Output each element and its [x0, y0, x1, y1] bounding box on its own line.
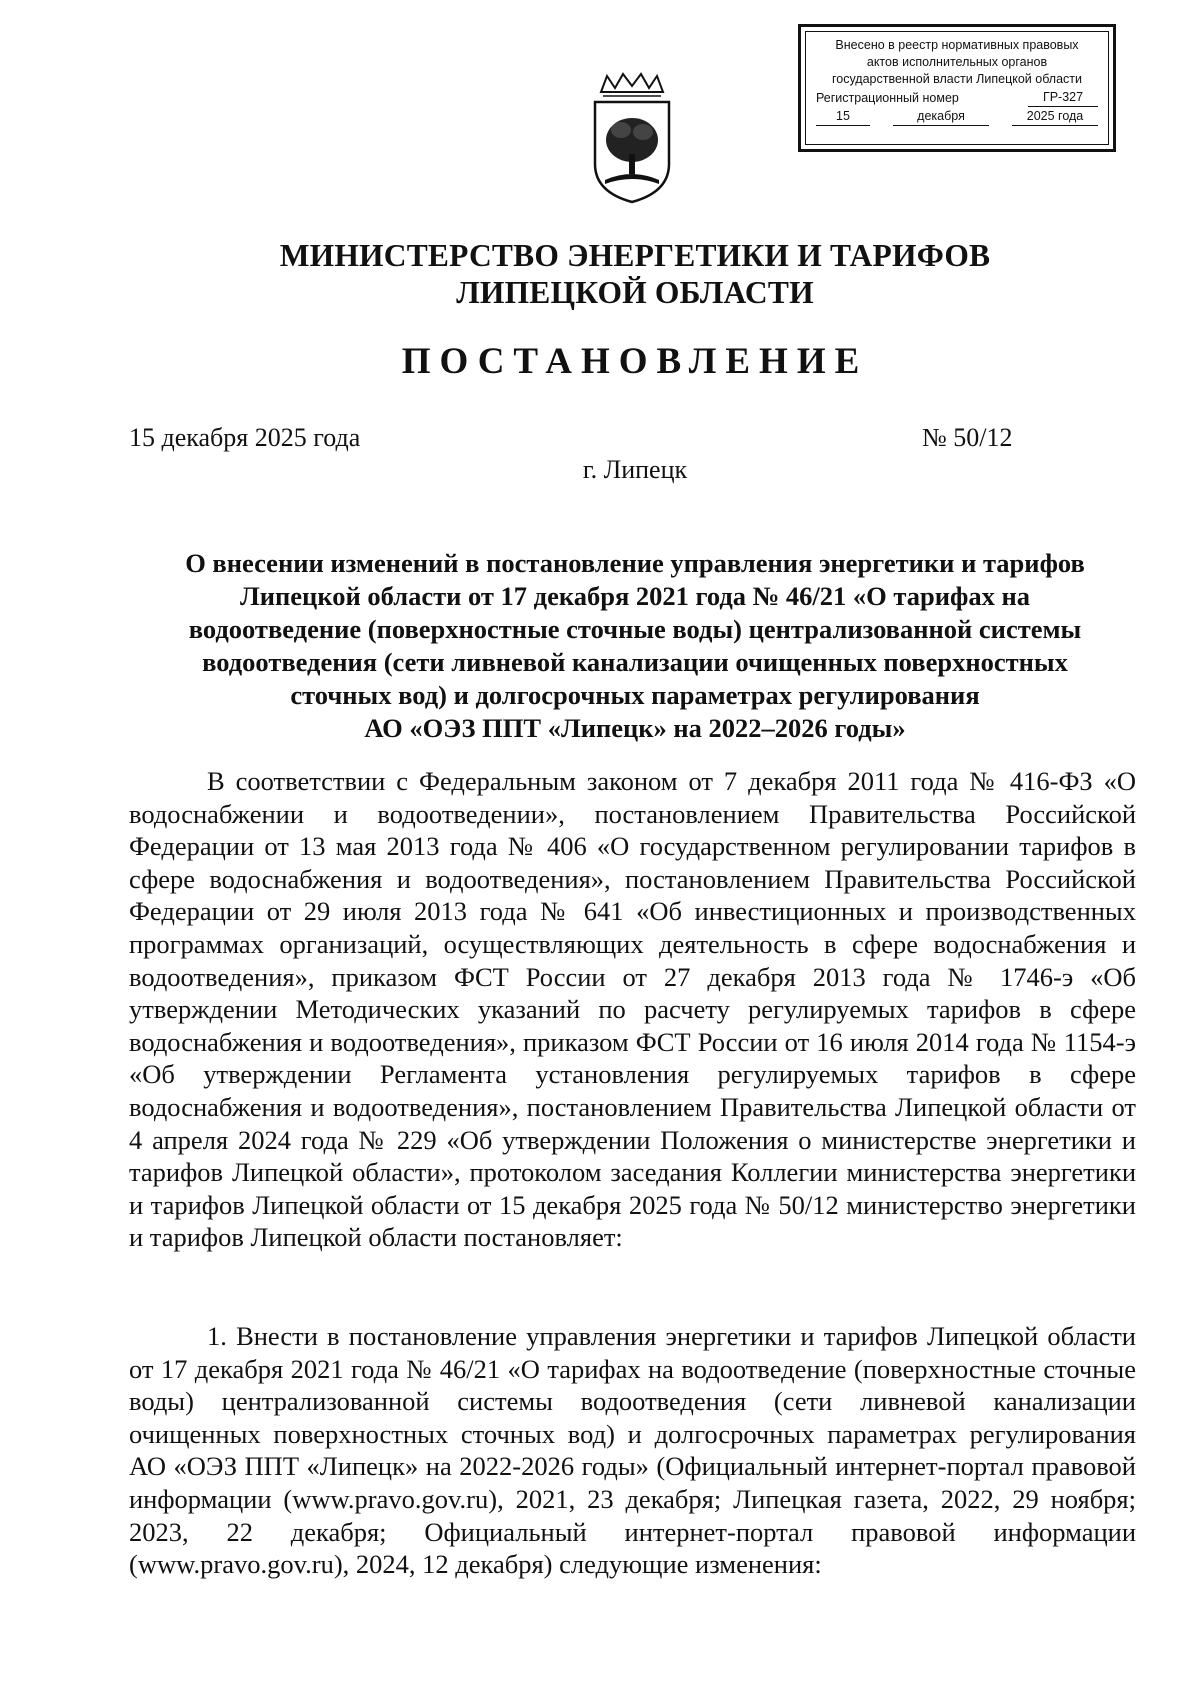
registry-month: декабря [893, 108, 989, 126]
registry-number-label: Регистрационный номер [816, 91, 959, 105]
ministry-line-2: ЛИПЕЦКОЙ ОБЛАСТИ [456, 275, 814, 310]
title-line-2: Липецкой области от 17 декабря 2021 года № 46/21 «О тарифах на [240, 581, 1030, 611]
document-type: ПОСТАНОВЛЕНИЕ [401, 341, 869, 382]
document-city: г. Липецк [582, 455, 688, 484]
document-title [100, 547, 1170, 745]
registry-day: 15 [816, 108, 870, 126]
document-number: № 50/12 [922, 423, 1013, 452]
title-line-6: АО «ОЭЗ ППТ «Липецк» на 2022–2026 годы» [364, 713, 906, 743]
registry-stamp-inner [805, 31, 1109, 145]
registry-line-2: актов исполнительных органов [866, 55, 1048, 69]
registry-stamp [798, 24, 1116, 152]
registry-line-3: государственной власти Липецкой области [831, 72, 1083, 86]
ministry-name [0, 237, 1200, 311]
document-date: 15 декабря 2025 года [129, 423, 361, 452]
title-line-1: О внесении изменений в постановление управления энергетики и тарифов [185, 548, 1085, 578]
title-line-3: водоотведение (поверхностные сточные воды) централизованной системы [188, 614, 1082, 644]
title-line-4: водоотведения (сети ливневой канализации очищенных поверхностных [202, 647, 1068, 677]
ministry-line-1: МИНИСТЕРСТВО ЭНЕРГЕТИКИ И ТАРИФОВ [279, 238, 991, 273]
lipetsk-coat-of-arms-icon [591, 72, 673, 204]
title-line-5: сточных вод) и долгосрочных параметрах регулирования [290, 680, 980, 710]
registry-line-1: Внесено в реестр нормативных правовых [835, 38, 1079, 52]
preamble-paragraph [129, 765, 1136, 1254]
registry-number-value: ГР-327 [1028, 89, 1098, 107]
item-1-paragraph [129, 1320, 1136, 1581]
preamble-text: В соответствии с Федеральным законом от 7 декабря 2011 года № 416-ФЗ «О водоснабжении и водоотведении», постановлением Правительства Российской Федерации от 13 мая 2013 года № 406 «О государственном регулировании тарифов в сфере водоснабжения и водоотведения», постановлением Правительства Российской Федерации от 29 июля 2013 года № 641 «Об инвестиционных и производственных программах организаций, осуществляющих деятельность в сфере водоснабжения и водоотведения», приказом ФСТ России от 27 декабря 2013 года № 1746-э «Об утверждении Методических указаний по расчету регулируемых тарифов в сфере водоснабжения и водоотведения», приказом ФСТ России от 16 июля 2014 года № 1154-э «Об утверждении Регламента установления регулируемых тарифов в сфере водоснабжения и водоотведения», постановлением Правительства Липецкой области от 4 апреля 2024 года № 229 «Об утверждении Положения о министерстве энергетики и тарифов Липецкой области», протоколом заседания Коллегии министерства энергетики и тарифов Липецкой области от 15 декабря 2025 года № 50/12 министерство энергетики и тарифов Липецкой области постановляет: [129, 766, 1136, 1253]
registry-year: 2025 года [1012, 108, 1098, 126]
item-1-text: 1. Внести в постановление управления энергетики и тарифов Липецкой области от 17 декабря 2021 года № 46/21 «О тарифах на водоотведение (поверхностные сточные воды) централизованной системы водоотведения (сети ливневой канализации очищенных поверхностных сточных вод) и долгосрочных параметрах регулирования АО «ОЭЗ ППТ «Липецк» на 2022-2026 годы» (Официальный интернет-портал правовой информации (www.pravo.gov.ru), 2021, 23 декабря; Липецкая газета, 2022, 29 ноября; 2023, 22 декабря; Официальный интернет-портал правовой информации (www.pravo.gov.ru), 2024, 12 декабря) следующие изменения: [129, 1321, 1136, 1580]
registry-number-row [806, 89, 1108, 107]
registry-date-row [806, 108, 1108, 126]
